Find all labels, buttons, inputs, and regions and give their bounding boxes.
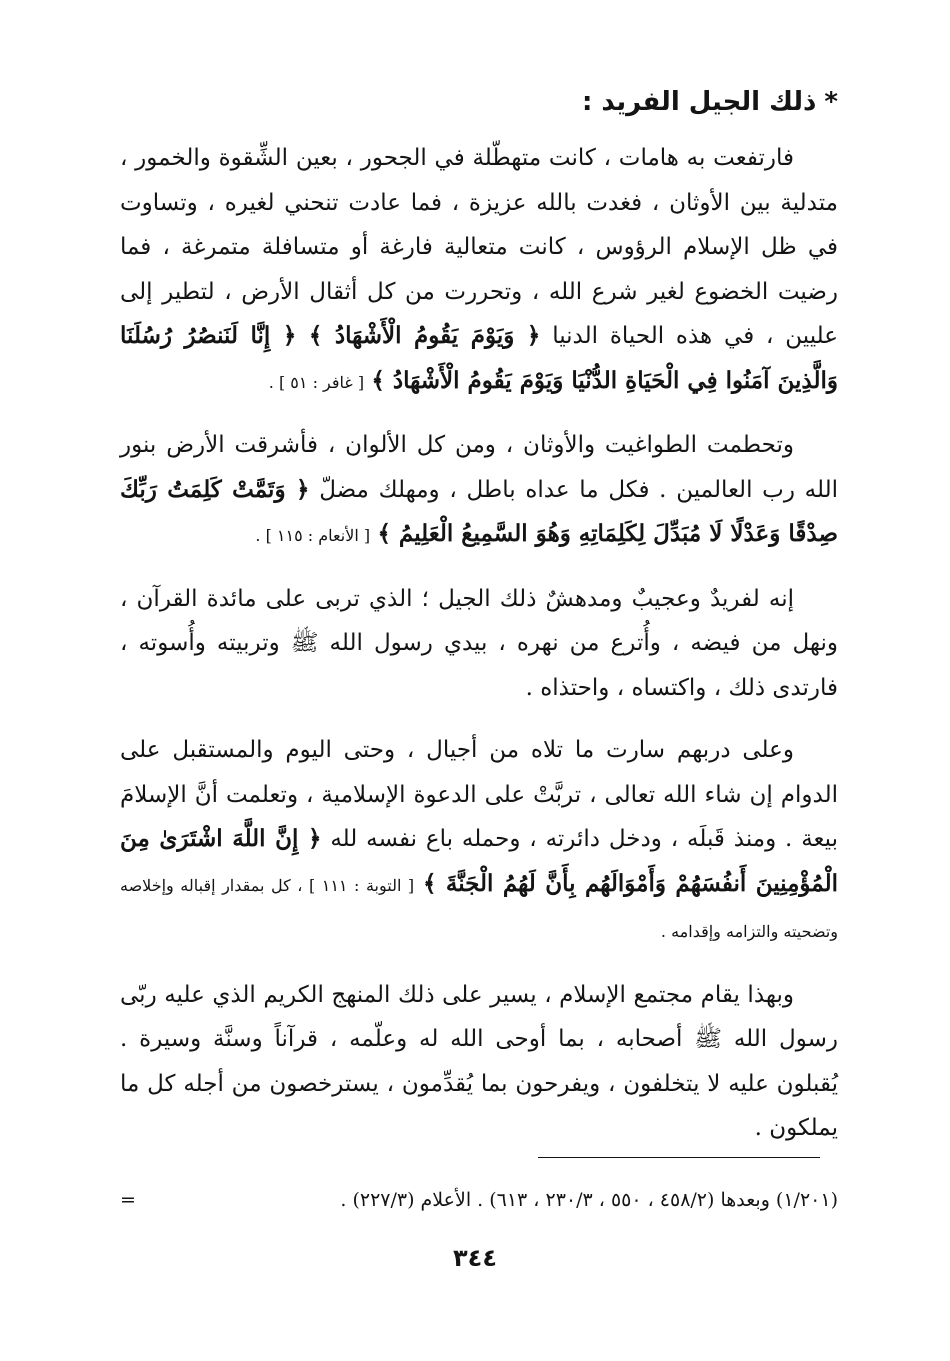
paragraph-2 — [120, 423, 838, 559]
page-number: ٣٤٤ — [453, 1244, 497, 1272]
verse-reference: [ الأنعام : ١١٥ ] . — [255, 526, 371, 545]
paragraph-3 — [120, 577, 838, 711]
verse-reference: [ غافر : ٥١ ] . — [268, 372, 365, 392]
paragraph-4 — [120, 728, 838, 955]
paragraph-text: وبهذا يقام مجتمع الإسلام ، يسير على ذلك المنهج الكريم الذي عليه ربّى رسول الله ﷺ أصحابه ، بما أوحى الله له وعلّمه ، قرآناً وسنَّة وسيرة . يُقبلون عليه لا يتخلفون ، ويفرحون بما يُقدِّمون ، يسترخصون من أجله كل ما يملكون . — [120, 981, 838, 1141]
footnote-divider — [538, 1157, 820, 1158]
heading-star: * — [824, 87, 838, 117]
paragraph-text: فارتفعت به هامات ، كانت متهطّلة في الجحور ، بعين الشِّقوة والخمور ، متدلية بين الأوثان ، فغدت بالله عزيزة ، فما عادت تنحني لغيره ، وتساوت في ظل الإسلام الرؤوس ، كانت متعالية فارغة أو متسافلة متمرغة ، فما رضيت الخضوع لغير شرع الله ، وتحررت من كل أثقال الأرض ، لتطير إلى عليين ، في هذه الحياة الدنيا — [120, 145, 839, 349]
paragraph-text: وتحطمت الطواغيت والأوثان ، ومن كل الألوان ، فأشرقت الأرض بنور الله رب العالمين . فكل ما عداه باطل ، ومهلك مضلّ — [120, 432, 838, 503]
quran-verse: ﴿ وَيَوْمَ يَقُومُ الْأَشْهَادُ ﴾ ﴿ إِنَّا لَنَنصُرُ رُسُلَنَا وَالَّذِينَ آمَنُوا فِي الْحَيَاةِ الدُّنْيَا وَيَوْمَ يَقُومُ الْأَشْهَادُ ﴾ — [120, 322, 838, 394]
heading-text: ذلك الجيل الفريد : — [581, 87, 817, 117]
paragraph-text: وعلى دربهم سارت ما تلاه من أجيال ، وحتى اليوم والمستقبل على الدوام إن شاء الله تعالى ، تربَّتْ على الدعوة الإسلامية ، وتعلمت أنَّ الإسلامَ بيعة . ومنذ قَبلَه ، ودخل دائرته ، وحمله باع نفسه لله — [120, 737, 838, 852]
page-body — [120, 80, 838, 1169]
paragraph-5 — [120, 973, 838, 1151]
paragraph-text: إنه لفريدٌ وعجيبٌ ومدهشٌ ذلك الجيل ؛ الذي تربى على مائدة القرآن ، ونهل من فيضه ، وأُترع من نهره ، بيدي رسول الله ﷺ وتربيته وأُسوته ، فارتدى ذلك ، واكتساه ، واحتذاه . — [120, 585, 838, 701]
footnote-continuation-marker: = — [120, 1189, 136, 1211]
section-heading — [120, 80, 838, 124]
footnote-text: (١/٢٠١) وبعدها (٤٥٨/٢ ، ٥٥٠ ، ٢٣٠/٣ ، ٦١٣) . الأعلام (٢٢٧/٣) . — [340, 1189, 838, 1211]
footnote — [120, 1185, 838, 1215]
paragraph-1 — [120, 136, 838, 405]
quran-verse: ﴿ إِنَّ اللَّهَ اشْتَرَىٰ مِنَ الْمُؤْمِنِينَ أَنفُسَهُمْ وَأَمْوَالَهُم بِأَنَّ لَهُمُ الْجَنَّةَ ﴾ — [120, 825, 839, 897]
quran-verse: ﴿ وَتَمَّتْ كَلِمَتُ رَبِّكَ صِدْقًا وَعَدْلًا لَا مُبَدِّلَ لِكَلِمَاتِهِ وَهُوَ السَّمِيعُ الْعَلِيمُ ﴾ — [120, 475, 838, 547]
verse-reference: [ التوبة : ١١١ ] ، كل بمقدار إقباله وإخلاصه وتضحيته والتزامه وإقدامه . — [120, 875, 838, 941]
